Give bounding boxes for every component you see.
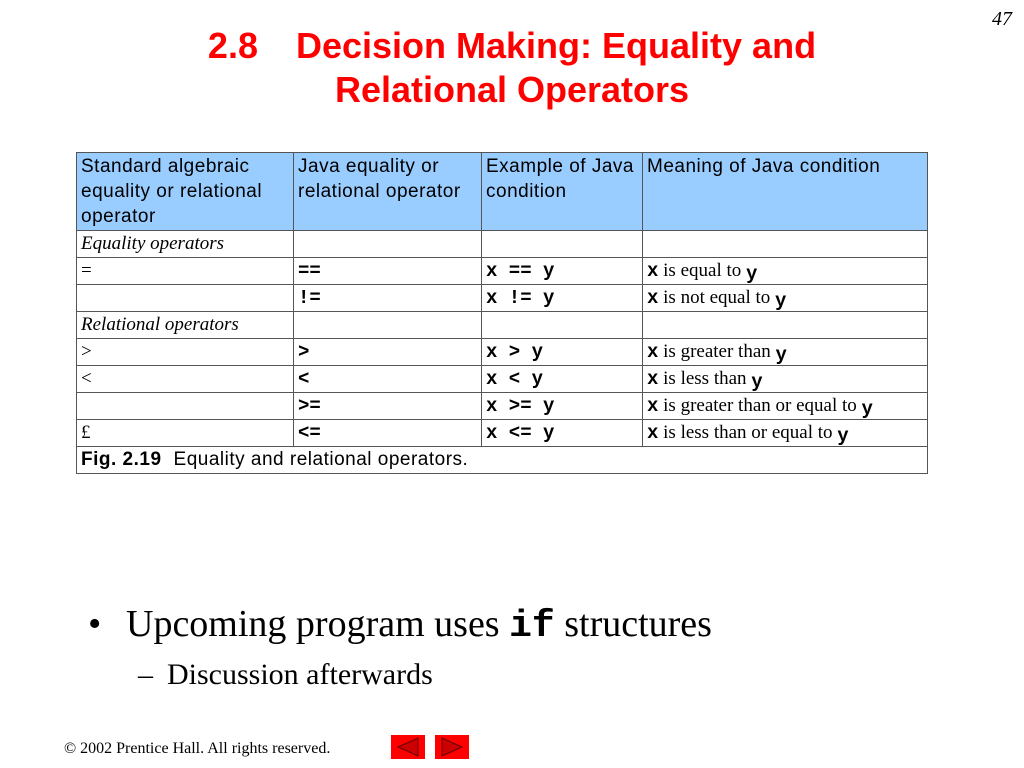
bullet-main: • Upcoming program uses if structures xyxy=(88,600,712,651)
title-line-2: Relational Operators xyxy=(334,69,690,110)
group-label: Relational operators xyxy=(77,312,294,339)
group-row-relational xyxy=(77,312,928,339)
java-operator-cell: < xyxy=(294,366,482,393)
algebraic-cell: = xyxy=(77,258,294,285)
header-example: Example of Java condition xyxy=(482,153,643,231)
table-row xyxy=(77,393,928,420)
title-line-1 xyxy=(0,24,1024,68)
section-number: 2.8 xyxy=(207,25,258,66)
example-cell: x <= y xyxy=(482,420,643,447)
algebraic-cell: £ xyxy=(77,420,294,447)
java-operator-cell: > xyxy=(294,339,482,366)
header-java-operator: Java equality or relational operator xyxy=(294,153,482,231)
figure-caption xyxy=(77,447,928,474)
header-meaning: Meaning of Java condition xyxy=(643,153,928,231)
table-row xyxy=(77,366,928,393)
java-operator-cell: >= xyxy=(294,393,482,420)
arrow-left-icon xyxy=(391,735,425,759)
table-row xyxy=(77,420,928,447)
caption-row xyxy=(77,447,928,474)
bullet-dot-icon: • xyxy=(88,603,102,645)
example-cell: x > y xyxy=(482,339,643,366)
meaning-cell: x is greater than y xyxy=(643,339,928,366)
arrow-right-icon xyxy=(435,735,469,759)
dash-icon: – xyxy=(138,658,153,691)
copyright-footer: © 2002 Prentice Hall. All rights reserved. xyxy=(64,740,331,757)
table-row xyxy=(77,285,928,312)
meaning-cell: x is equal to y xyxy=(643,258,928,285)
java-operator-cell: != xyxy=(294,285,482,312)
algebraic-cell xyxy=(77,285,294,312)
example-cell: x != y xyxy=(482,285,643,312)
meaning-cell: x is less than y xyxy=(643,366,928,393)
meaning-cell: x is not equal to y xyxy=(643,285,928,312)
algebraic-cell xyxy=(77,393,294,420)
figure-caption-text: Equality and relational operators. xyxy=(173,449,469,470)
next-slide-button[interactable] xyxy=(434,734,470,760)
slide-title xyxy=(0,24,1024,112)
meaning-cell: x is less than or equal to y xyxy=(643,420,928,447)
meaning-cell: x is greater than or equal to y xyxy=(643,393,928,420)
group-label: Equality operators xyxy=(77,231,294,258)
java-operator-cell: <= xyxy=(294,420,482,447)
operators-table xyxy=(76,152,928,474)
header-algebraic: Standard algebraic equality or relational operator xyxy=(77,153,294,231)
example-cell: x < y xyxy=(482,366,643,393)
java-operator-cell: == xyxy=(294,258,482,285)
table-header-row xyxy=(77,153,928,231)
example-cell: x >= y xyxy=(482,393,643,420)
page-number: 47 xyxy=(992,8,1012,30)
algebraic-cell: > xyxy=(77,339,294,366)
previous-slide-button[interactable] xyxy=(390,734,426,760)
bullet-list xyxy=(88,600,712,695)
figure-label: Fig. 2.19 xyxy=(81,449,162,470)
algebraic-cell: < xyxy=(77,366,294,393)
group-row-equality xyxy=(77,231,928,258)
table-row xyxy=(77,339,928,366)
table-row xyxy=(77,258,928,285)
example-cell: x == y xyxy=(482,258,643,285)
bullet-sub: – Discussion afterwards xyxy=(138,658,433,691)
title-text-1: Decision Making: Equality and xyxy=(295,25,817,66)
